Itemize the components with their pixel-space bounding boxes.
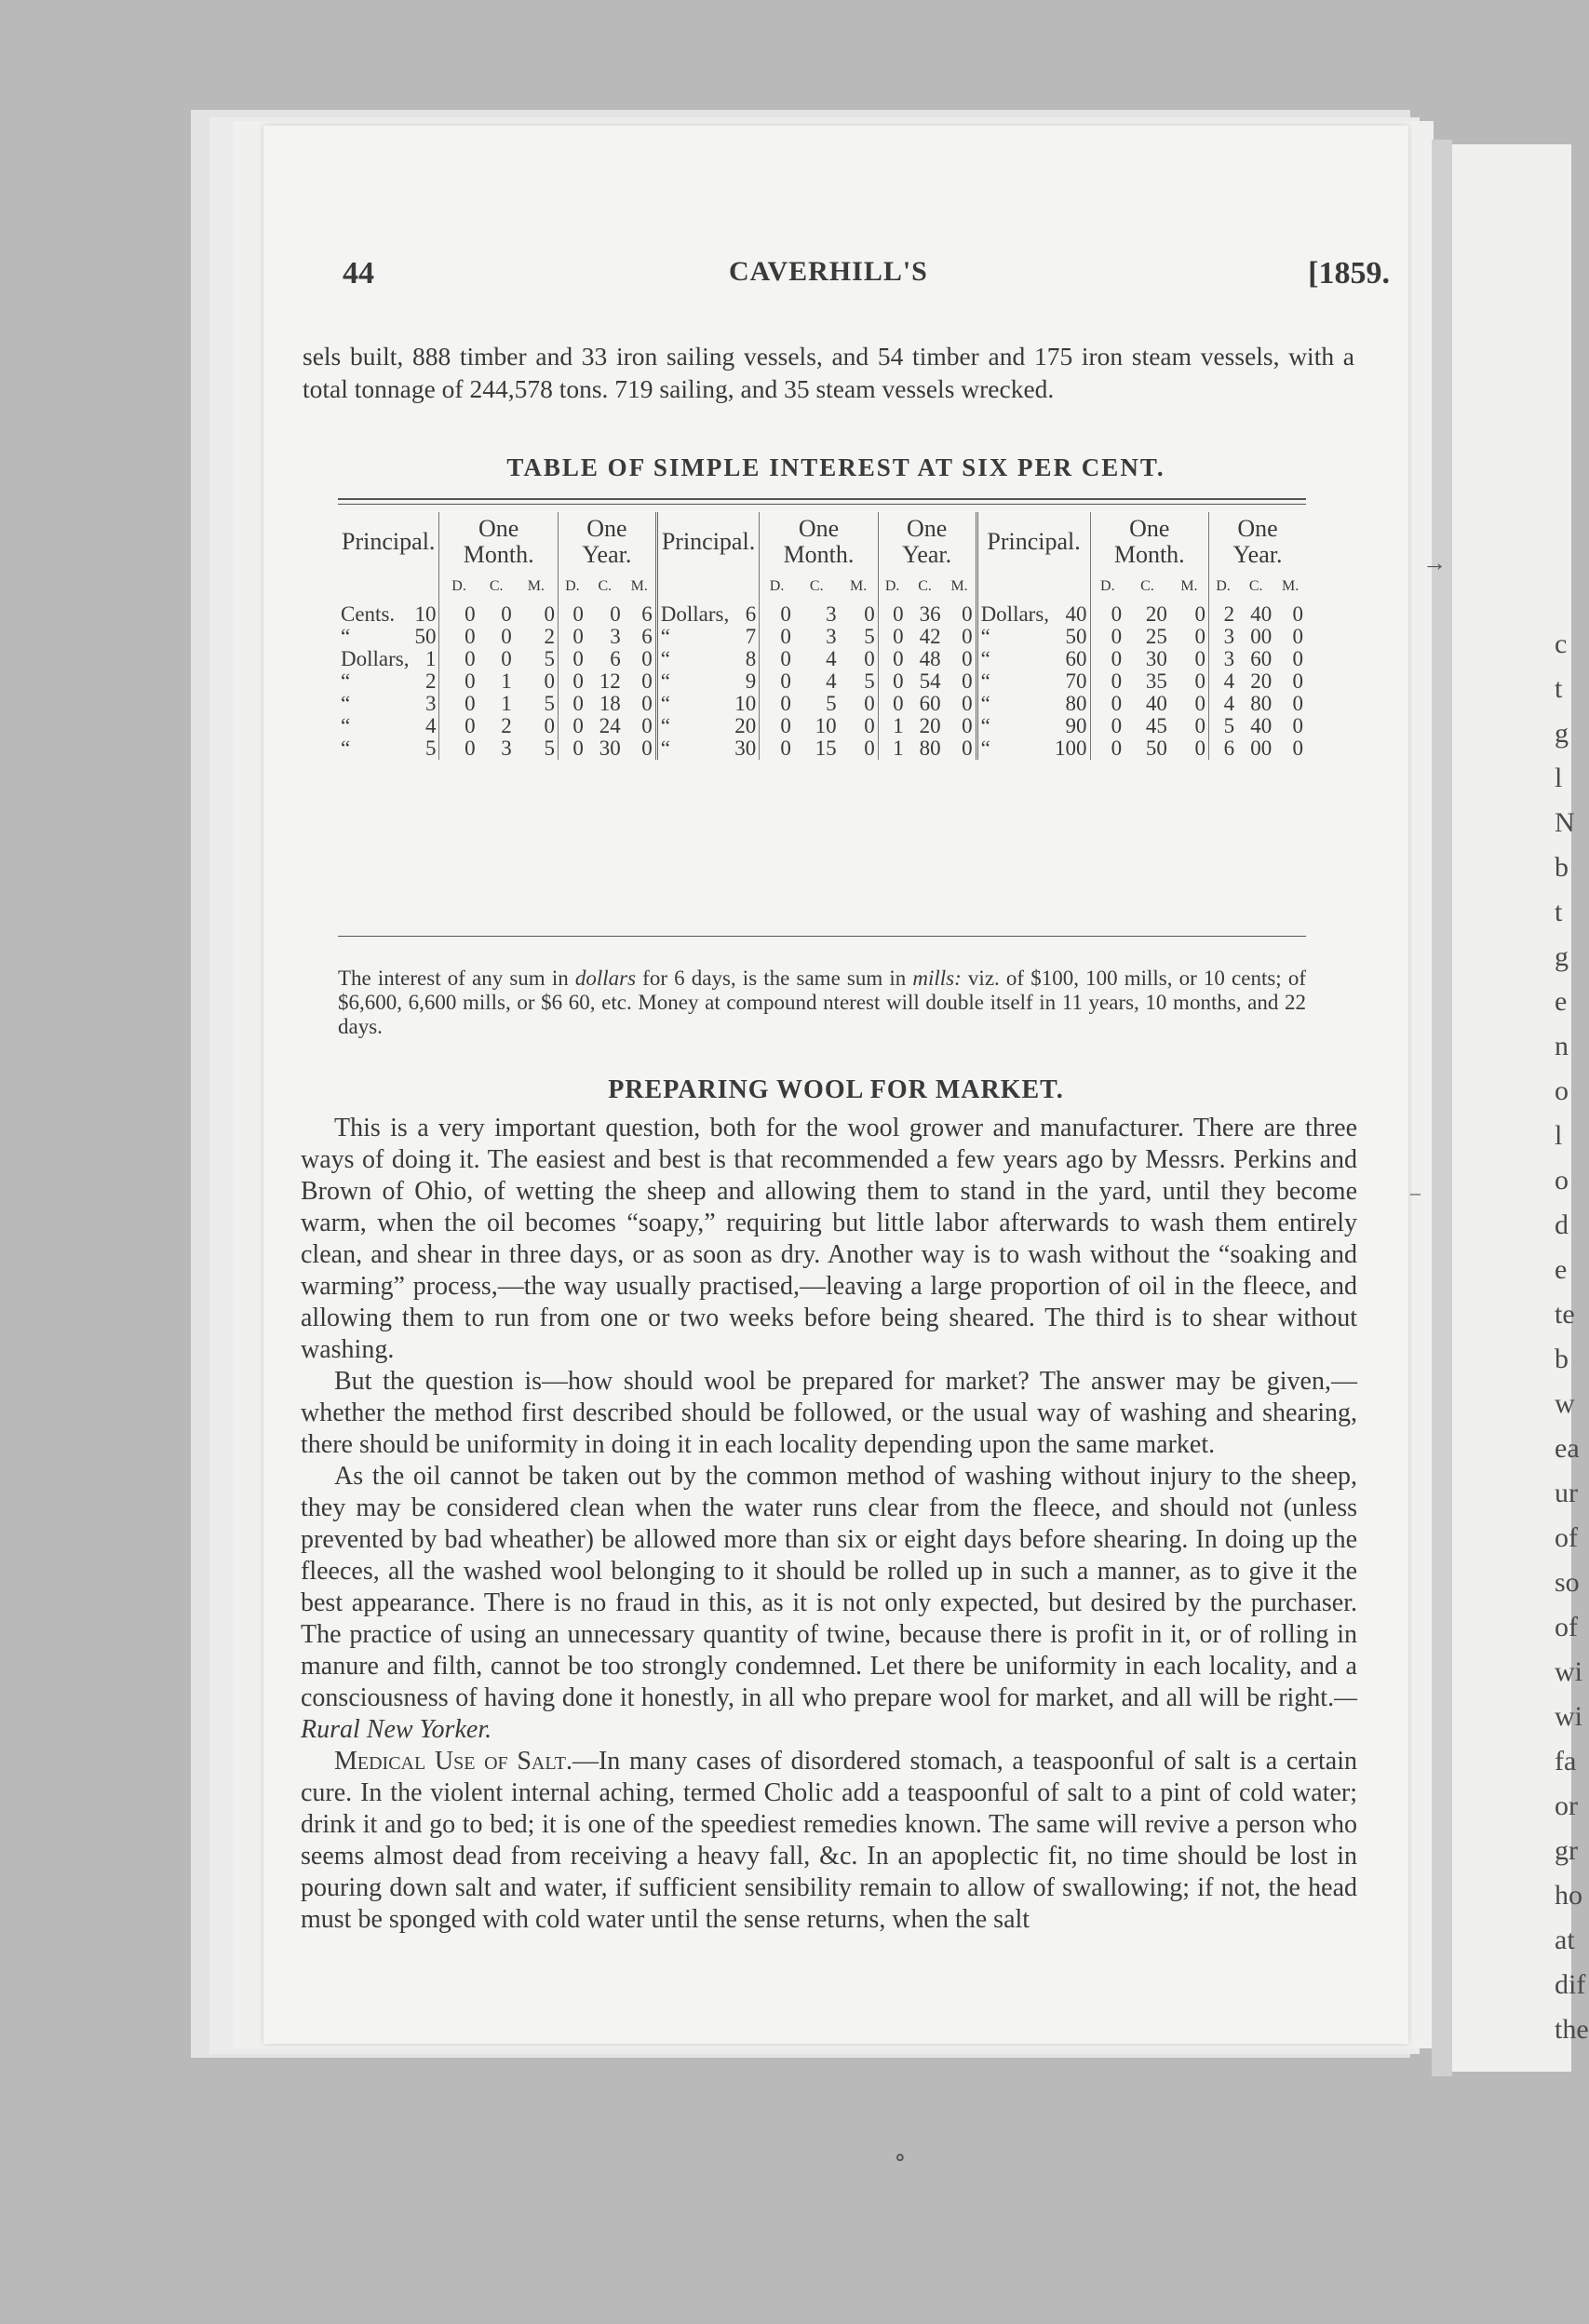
facing-page-fragment: o <box>1555 1075 1569 1106</box>
unit-label: M. <box>950 578 968 594</box>
facing-page-fragment: or <box>1555 1790 1578 1821</box>
facing-page-fragment: wi <box>1555 1656 1582 1687</box>
unit-label: M. <box>1180 578 1198 594</box>
unit-label: C. <box>489 578 504 594</box>
smudge-mark: ∘ <box>894 2143 907 2172</box>
facing-page-fragment: so <box>1555 1567 1580 1598</box>
month-value: 4 <box>826 669 837 693</box>
principal-amount: 100 <box>1055 736 1087 760</box>
year-value: 0 <box>962 602 973 626</box>
unit-label: D. <box>1209 575 1238 603</box>
month-value: 20 <box>1145 602 1167 626</box>
column-header: One Month. <box>439 512 558 575</box>
facing-page-fragment: dif <box>1555 1969 1586 2000</box>
column-header: Principal. <box>342 528 436 555</box>
principal-label: Cents. <box>341 602 396 626</box>
unit-label: M. <box>527 578 545 594</box>
facing-page-fragment: wi <box>1555 1701 1582 1732</box>
facing-page-fragment: the <box>1555 2014 1589 2045</box>
table-row <box>338 603 1306 626</box>
year-value: 6 <box>641 602 653 626</box>
table-footnote <box>338 966 1306 1039</box>
principal-amount: 30 <box>734 736 757 760</box>
facing-page-fragment: b <box>1555 1344 1569 1374</box>
year-value: 48 <box>919 647 941 670</box>
month-value: 45 <box>1145 714 1167 737</box>
year-value: 5 <box>1209 715 1238 737</box>
month-value: 3 <box>501 736 512 760</box>
principal-label: “ <box>656 626 732 648</box>
facing-page <box>1452 144 1589 2072</box>
month-value: 0 <box>1090 648 1124 670</box>
month-value: 10 <box>815 714 837 737</box>
facing-page-fragment: ea <box>1555 1433 1580 1464</box>
year-value: 0 <box>558 603 586 626</box>
table-row <box>338 737 1306 760</box>
table-row <box>338 626 1306 648</box>
year-value: 0 <box>878 648 906 670</box>
facing-page-fragment: N <box>1555 807 1575 838</box>
year-value: 0 <box>1292 647 1303 670</box>
month-value: 0 <box>544 669 555 693</box>
facing-page-fragment: ho <box>1555 1880 1582 1911</box>
units-blank <box>338 575 439 603</box>
year-value: 00 <box>1250 736 1273 760</box>
year-value: 0 <box>1292 669 1303 693</box>
footnote-mid: for 6 days, is the same sum in <box>636 966 913 990</box>
month-value: 0 <box>760 715 794 737</box>
month-value: 0 <box>1194 625 1205 648</box>
month-value: 0 <box>864 692 875 715</box>
table-top-rule <box>338 498 1306 500</box>
year-value: 0 <box>962 647 973 670</box>
running-title: CAVERHILL'S <box>729 256 928 287</box>
unit-label: C. <box>598 578 613 594</box>
table-row <box>338 670 1306 693</box>
principal-label: “ <box>341 669 351 693</box>
principal-label: “ <box>976 693 1052 715</box>
month-value: 0 <box>760 737 794 760</box>
principal-label: Dollars, <box>976 603 1052 626</box>
year-value: 0 <box>558 693 586 715</box>
year-value: 60 <box>919 692 941 715</box>
principal-amount: 2 <box>424 669 437 693</box>
facing-page-fragment: w <box>1555 1388 1575 1419</box>
year-value: 0 <box>1292 714 1303 737</box>
facing-page-fragment: l <box>1555 763 1563 793</box>
facing-page-fragment: gr <box>1555 1835 1578 1866</box>
unit-label: M. <box>1282 578 1299 594</box>
footnote-dollars: dollars <box>574 966 637 990</box>
month-value: 0 <box>1090 715 1124 737</box>
month-value: 0 <box>1194 647 1205 670</box>
month-value: 1 <box>501 692 512 715</box>
year-value: 3 <box>1209 648 1238 670</box>
month-value: 0 <box>760 670 794 693</box>
facing-page-fragment: c <box>1555 628 1568 659</box>
month-value: 0 <box>1090 670 1124 693</box>
month-value: 0 <box>1090 603 1124 626</box>
year-value: 00 <box>1250 625 1273 648</box>
article-paragraph: This is a very important question, both for the wool grower and manufacturer. There are three ways of doing it. The easiest and best is that recommended a few years ago by Messrs. Perkins and Brown of Ohio, of wetting the sheep and allowing them to stand in the yard, until they become warm, when the oil becomes “soapy,” requiring but little labor afterwards to wash them entirely clean, and shear in three days, or as soon as dry. Another way is to wash without the “soaking and warming” process,—the way usually practised,—leaving a large proportion of oil in the fleece, and allowing them to run from one or two weeks before being sheared. The third is to shear without washing. <box>301 1114 1357 1364</box>
year-value: 54 <box>919 669 941 693</box>
table-units-row <box>338 575 1306 603</box>
year-value: 0 <box>641 714 653 737</box>
principal-amount: 40 <box>1065 602 1087 626</box>
facing-page-fragment: e <box>1555 1254 1568 1285</box>
principal-label: “ <box>656 670 732 693</box>
table-row <box>338 715 1306 737</box>
principal-amount: 10 <box>414 602 437 626</box>
month-value: 0 <box>439 626 478 648</box>
unit-label: D. <box>558 575 586 603</box>
month-value: 3 <box>826 602 837 626</box>
facing-page-fragment: e <box>1555 986 1568 1017</box>
year-value: 0 <box>962 669 973 693</box>
unit-label: D. <box>1090 575 1124 603</box>
year-value: 20 <box>1250 669 1273 693</box>
principal-label: “ <box>656 715 732 737</box>
table-row <box>338 693 1306 715</box>
principal-label: “ <box>341 736 351 760</box>
book-binding <box>1432 140 1452 2076</box>
month-value: 0 <box>439 648 478 670</box>
article-heading: PREPARING WOOL FOR MARKET. <box>608 1075 1064 1104</box>
month-value: 0 <box>501 625 512 648</box>
principal-amount: 1 <box>424 647 437 670</box>
month-value: 0 <box>439 603 478 626</box>
month-value: 1 <box>501 669 512 693</box>
footnote-mills: mills: <box>912 966 962 990</box>
facing-page-fragment: of <box>1555 1612 1578 1642</box>
salt-title: Medical Use of Salt. <box>334 1747 572 1776</box>
article-paragraph-text: As the oil cannot be taken out by the common method of washing without injury to the sheep, they may be considered clean when the water runs clear from the fleece, and should not (unless prevented by bad wheather) be allowed more than six or eight days before shearing. In doing up the fleeces, all the washed wool belonging to it should be rolled up in such a manner, as to give it the best appearance. There is no fraud in this, as it is not only expected, but desired by the purchaser. The practice of using an unnecessary quantity of twine, because there is profit in it, or of rolling in manure and filth, cannot be too strongly condemned. Let there be uniformity in each locality, and a consciousness of having done it honestly, in all who prepare wool for market, and all will be right. <box>301 1462 1357 1712</box>
month-value: 5 <box>544 692 555 715</box>
principal-amount: 3 <box>424 692 437 715</box>
units-blank <box>656 575 759 603</box>
page-mark: → <box>1422 549 1447 576</box>
principal-label: “ <box>976 626 1052 648</box>
facing-page-fragment: ur <box>1555 1478 1578 1508</box>
principal-amount: 80 <box>1065 692 1087 715</box>
principal-amount: 20 <box>734 714 757 737</box>
month-value: 3 <box>826 625 837 648</box>
month-value: 0 <box>501 602 512 626</box>
year-value: 1 <box>878 715 906 737</box>
month-value: 0 <box>1194 669 1205 693</box>
principal-label: “ <box>976 670 1052 693</box>
salt-text: —In many cases of disordered stomach, a teaspoonful of salt is a certain cure. In the violent internal aching, termed Cholic add a teaspoonful of salt to a pint of cold water; drink it and go to bed; it is one of the speediest remedies known. The same will revive a person who seems almost dead from receiving a heavy fall, &c. In an apoplectic fit, no time should be lost in pouring down salt and water, if sufficient sensibility remain to allow of swallowing; if not, the head must be sponged with cold water until the sense returns, when the salt <box>301 1747 1357 1934</box>
principal-label: Dollars, <box>656 603 732 626</box>
column-header: One Year. <box>878 512 976 575</box>
footnote-rest: viz. of $100, 100 mills, or 10 cents; of $6,600, 6,600 mills, or $6 60, etc. Money at compound nterest will double itself in 11 years, 10 months, and 22 days. <box>338 966 1306 1038</box>
month-value: 0 <box>760 693 794 715</box>
table-title: TABLE OF SIMPLE INTEREST AT SIX PER CENT. <box>506 453 1165 481</box>
month-value: 0 <box>501 647 512 670</box>
principal-amount: 10 <box>734 692 757 715</box>
month-value: 15 <box>815 736 837 760</box>
principal-label: Dollars, <box>341 647 410 670</box>
month-value: 0 <box>1090 626 1124 648</box>
year-value: 0 <box>610 602 621 626</box>
article-body <box>301 1113 1357 1936</box>
intro-text: sels built, 888 timber and 33 iron sailing vessels, and 54 timber and 175 iron steam vessels, with a total tonnage of 244,578 tons. 719 sailing, and 35 steam vessels wrecked. <box>303 342 1354 403</box>
year-value: 0 <box>878 693 906 715</box>
year-value: 40 <box>1250 714 1273 737</box>
article-paragraph <box>301 1461 1357 1746</box>
month-value: 2 <box>501 714 512 737</box>
unit-label: C. <box>918 578 932 594</box>
unit-label: C. <box>1140 578 1154 594</box>
year-value: 6 <box>1209 737 1238 760</box>
year-value: 18 <box>599 692 621 715</box>
month-value: 30 <box>1145 647 1167 670</box>
column-header: One Year. <box>558 512 656 575</box>
year-value: 0 <box>1292 736 1303 760</box>
month-value: 0 <box>439 715 478 737</box>
month-value: 35 <box>1145 669 1167 693</box>
year-value: 0 <box>962 714 973 737</box>
facing-page-fragment: g <box>1555 718 1569 749</box>
year-value: 0 <box>641 647 653 670</box>
year-value: 24 <box>599 714 621 737</box>
unit-label: D. <box>760 575 794 603</box>
year-value: 6 <box>610 647 621 670</box>
month-value: 0 <box>760 648 794 670</box>
principal-amount: 50 <box>1065 625 1087 648</box>
table-bottom-rule <box>338 936 1306 937</box>
year-value: 0 <box>558 648 586 670</box>
month-value: 0 <box>1194 714 1205 737</box>
month-value: 0 <box>760 603 794 626</box>
month-value: 25 <box>1145 625 1167 648</box>
month-value: 0 <box>544 602 555 626</box>
year-value: 6 <box>641 625 653 648</box>
month-value: 4 <box>826 647 837 670</box>
year-value: 0 <box>641 736 653 760</box>
principal-label: “ <box>656 648 732 670</box>
facing-page-fragment: at <box>1555 1925 1575 1955</box>
table-top-rule <box>338 504 1306 505</box>
month-value: 0 <box>439 693 478 715</box>
facing-page-fragment: te <box>1555 1299 1575 1330</box>
year-value: 20 <box>919 714 941 737</box>
month-value: 0 <box>864 647 875 670</box>
principal-label: “ <box>976 715 1052 737</box>
month-value: 0 <box>760 626 794 648</box>
year-label: [1859. <box>1308 256 1390 290</box>
year-value: 0 <box>558 670 586 693</box>
year-value: 0 <box>641 669 653 693</box>
month-value: 0 <box>1194 602 1205 626</box>
month-value: 0 <box>1090 737 1124 760</box>
month-value: 0 <box>864 736 875 760</box>
facing-page-fragment: d <box>1555 1209 1569 1240</box>
principal-label: “ <box>976 648 1052 670</box>
year-value: 0 <box>962 625 973 648</box>
intro-paragraph <box>303 340 1354 405</box>
year-value: 42 <box>919 625 941 648</box>
footnote-lead: The interest of any sum in <box>338 966 575 990</box>
facing-page-fragment: l <box>1555 1120 1563 1151</box>
year-value: 0 <box>878 603 906 626</box>
principal-label: “ <box>976 737 1052 760</box>
unit-label: C. <box>809 578 824 594</box>
interest-table <box>338 512 1306 760</box>
page-mark: – <box>1410 1181 1421 1204</box>
facing-page-fragment: t <box>1555 897 1563 927</box>
article-paragraph: But the question is—how should wool be prepared for market? The answer may be given,—whether the method first described should be followed, or the usual way of washing and shearing, there should be uniformity in doing it in each locality depending upon the same market. <box>301 1367 1357 1459</box>
facing-page-fragment: t <box>1555 673 1563 704</box>
principal-amount: 9 <box>745 669 757 693</box>
unit-label: C. <box>1248 578 1263 594</box>
page-number: 44 <box>343 256 374 290</box>
principal-amount: 60 <box>1065 647 1087 670</box>
year-value: 0 <box>641 692 653 715</box>
year-value: 0 <box>1292 692 1303 715</box>
month-value: 5 <box>864 625 875 648</box>
principal-amount: 7 <box>745 625 757 648</box>
month-value: 5 <box>864 669 875 693</box>
month-value: 40 <box>1145 692 1167 715</box>
column-header: Principal. <box>976 512 1090 575</box>
book-page <box>263 126 1408 2044</box>
month-value: 0 <box>1194 692 1205 715</box>
year-value: 1 <box>878 737 906 760</box>
unit-label: D. <box>878 575 906 603</box>
month-value: 0 <box>1090 693 1124 715</box>
month-value: 0 <box>1194 736 1205 760</box>
year-value: 12 <box>599 669 621 693</box>
facing-page-fragment: n <box>1555 1031 1569 1061</box>
column-header: One Month. <box>760 512 878 575</box>
salt-paragraph <box>301 1746 1357 1936</box>
column-header: One Year. <box>1209 512 1307 575</box>
principal-amount: 4 <box>424 714 437 737</box>
principal-amount: 8 <box>745 647 757 670</box>
principal-label: “ <box>341 692 351 715</box>
year-value: 30 <box>599 736 621 760</box>
principal-label: “ <box>341 625 351 648</box>
table-body <box>338 603 1306 760</box>
year-value: 0 <box>878 670 906 693</box>
year-value: 36 <box>919 602 941 626</box>
year-value: 0 <box>962 736 973 760</box>
column-header: Principal. <box>656 512 759 575</box>
year-value: 4 <box>1209 670 1238 693</box>
month-value: 0 <box>864 602 875 626</box>
facing-page-fragment: b <box>1555 852 1569 883</box>
facing-page-fragment: g <box>1555 941 1569 972</box>
table-row <box>338 648 1306 670</box>
month-value: 0 <box>439 737 478 760</box>
year-value: 0 <box>558 715 586 737</box>
month-value: 2 <box>544 625 555 648</box>
principal-label: “ <box>656 737 732 760</box>
year-value: 0 <box>558 626 586 648</box>
year-value: 0 <box>1292 625 1303 648</box>
year-value: 0 <box>878 626 906 648</box>
facing-page-fragment: of <box>1555 1522 1578 1553</box>
article-source: —Rural New Yorker. <box>301 1683 1357 1744</box>
month-value: 50 <box>1145 736 1167 760</box>
month-value: 0 <box>544 714 555 737</box>
principal-amount: 70 <box>1065 669 1087 693</box>
column-header: One Month. <box>1090 512 1208 575</box>
principal-label: “ <box>341 714 351 737</box>
year-value: 4 <box>1209 693 1238 715</box>
year-value: 40 <box>1250 602 1273 626</box>
running-head <box>263 256 1408 303</box>
year-value: 0 <box>962 692 973 715</box>
year-value: 60 <box>1250 647 1273 670</box>
principal-label: “ <box>656 693 732 715</box>
principal-amount: 50 <box>414 625 437 648</box>
units-blank <box>976 575 1090 603</box>
facing-page-fragment: o <box>1555 1165 1569 1196</box>
year-value: 3 <box>610 625 621 648</box>
year-value: 0 <box>558 737 586 760</box>
year-value: 80 <box>919 736 941 760</box>
month-value: 0 <box>864 714 875 737</box>
month-value: 0 <box>439 670 478 693</box>
principal-amount: 6 <box>745 602 757 626</box>
unit-label: M. <box>850 578 868 594</box>
table-header-row <box>338 512 1306 575</box>
principal-amount: 5 <box>424 736 437 760</box>
unit-label: M. <box>630 578 648 594</box>
month-value: 5 <box>826 692 837 715</box>
principal-amount: 90 <box>1065 714 1087 737</box>
year-value: 3 <box>1209 626 1238 648</box>
year-value: 2 <box>1209 603 1238 626</box>
facing-page-fragment: fa <box>1555 1746 1577 1777</box>
unit-label: D. <box>439 575 478 603</box>
month-value: 5 <box>544 647 555 670</box>
month-value: 5 <box>544 736 555 760</box>
year-value: 80 <box>1250 692 1273 715</box>
year-value: 0 <box>1292 602 1303 626</box>
